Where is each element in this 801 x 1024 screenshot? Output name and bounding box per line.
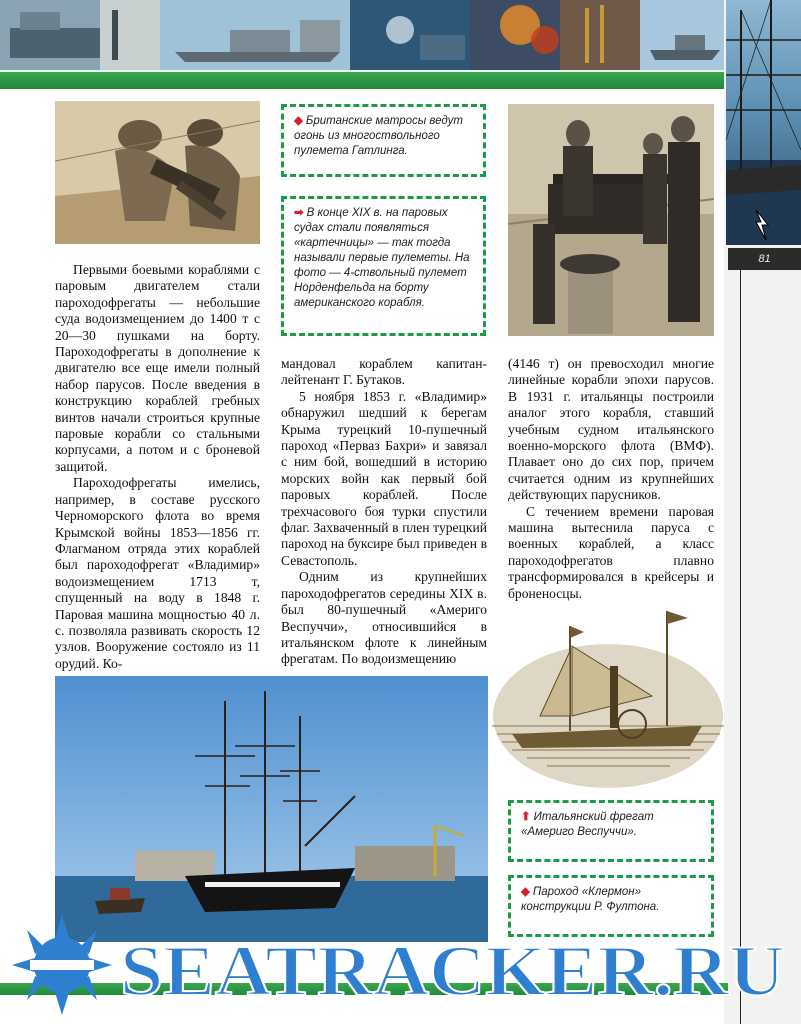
caption-gatling-text: Британские матросы ведут огонь из многоствольного пулемета Гатлинга. <box>294 115 463 157</box>
article-column-1 <box>55 262 260 670</box>
caption-vespucci-text: Итальянский фрегат «Америго Веспуччи». <box>521 811 654 838</box>
arrow-right-icon: ➡ <box>294 207 304 219</box>
header-banner <box>0 0 724 70</box>
clermont-engraving <box>492 606 724 791</box>
arrow-left-icon: ◆ <box>521 886 530 898</box>
paragraph: 5 ноября 1853 г. «Владимир» обнаружил шедший к берегам Крыма турецкий 10-пушечный пароход «Перваз Бахри» и завязал с ним бой, вошедший в историю морских войн как первый бой паровых кораблей. После трехчасового боя турки спустили флаг. Захваченный в плен турецкий пароход на буксире был приведен в Севастополь. <box>281 388 487 568</box>
watermark-text: SEATRACKER.RU <box>120 931 785 1011</box>
article-column-2 <box>281 356 487 668</box>
caption-clermont-text: Пароход «Клермон» конструкции Р. Фултона. <box>521 886 660 913</box>
watermark <box>0 905 801 1015</box>
paragraph: (4146 т) он превосходил многие линейные корабли эпохи парусов. В 1931 г. итальянцы построили аналог этого корабля, ставший учебным судном итальянского военно-морского флота (ВМФ). Плавает оно до сих пор, причем считается одним из крупнейших действующих парусников. <box>508 356 714 503</box>
paragraph: мандовал кораблем капитан-лейтенант Г. Бутаков. <box>281 356 487 388</box>
paragraph: Первыми боевыми кораблями с паровым двигателем стали пароходофрегаты — небольшие суда водоизмещением до 1400 т с 20—30 пушками на борту. Пароходофрегаты в дополнение к двигателю все еще имели полный набор парусов. После введения в конструкцию кораблей гребных винтов начали строиться крупные паровые корабли со стальными корпусами, а потом и с броневой защитой. <box>55 262 260 474</box>
arrow-left-icon: ◆ <box>294 115 303 127</box>
paragraph: С течением времени паровая машина вытеснила паруса с военных кораблей, а класс пароходофрегатов плавно трансформировался в крейсеры и броненосцы. <box>508 503 714 601</box>
caption-nordenfelt-text: В конце XIX в. на паровых судах стали появляться «картечницы» — так тогда называли первые пулеметы. На фото — 4-ствольный пулемет Норденфельда на борту американского корабля. <box>294 207 470 309</box>
vespucci-photo <box>55 676 488 942</box>
header-green-bar <box>0 70 728 89</box>
caption-gatling <box>281 104 486 177</box>
nordenfelt-photo <box>508 104 714 336</box>
side-ship-photo <box>726 0 801 245</box>
paragraph: Пароходофрегаты имелись, например, в составе русского Черноморского флота во время Крымской войны 1853—1856 гг. Флагманом отряда этих кораблей был пароходофрегат «Владимир» водоизмещением 1713 т, спущенный на воду в 1848 г. Паровая машина мощностью 40 л. с. позволяла развивать скорость 12 узлов. Вооружение состояло из 11 орудий. Ко- <box>55 475 260 671</box>
article-column-3 <box>508 356 714 606</box>
caption-vespucci <box>508 800 714 862</box>
arrow-up-icon: ⬆ <box>521 811 531 823</box>
caption-nordenfelt <box>281 196 486 336</box>
page-number: 81 <box>728 248 801 270</box>
paragraph: Одним из крупнейших пароходофрегатов середины XIX в. был 80-пушечный «Америго Веспуччи», относившийся в итальянском флоте к линейным фрегатам. По водоизмещению <box>281 569 487 667</box>
gatling-sketch-image <box>55 101 260 244</box>
